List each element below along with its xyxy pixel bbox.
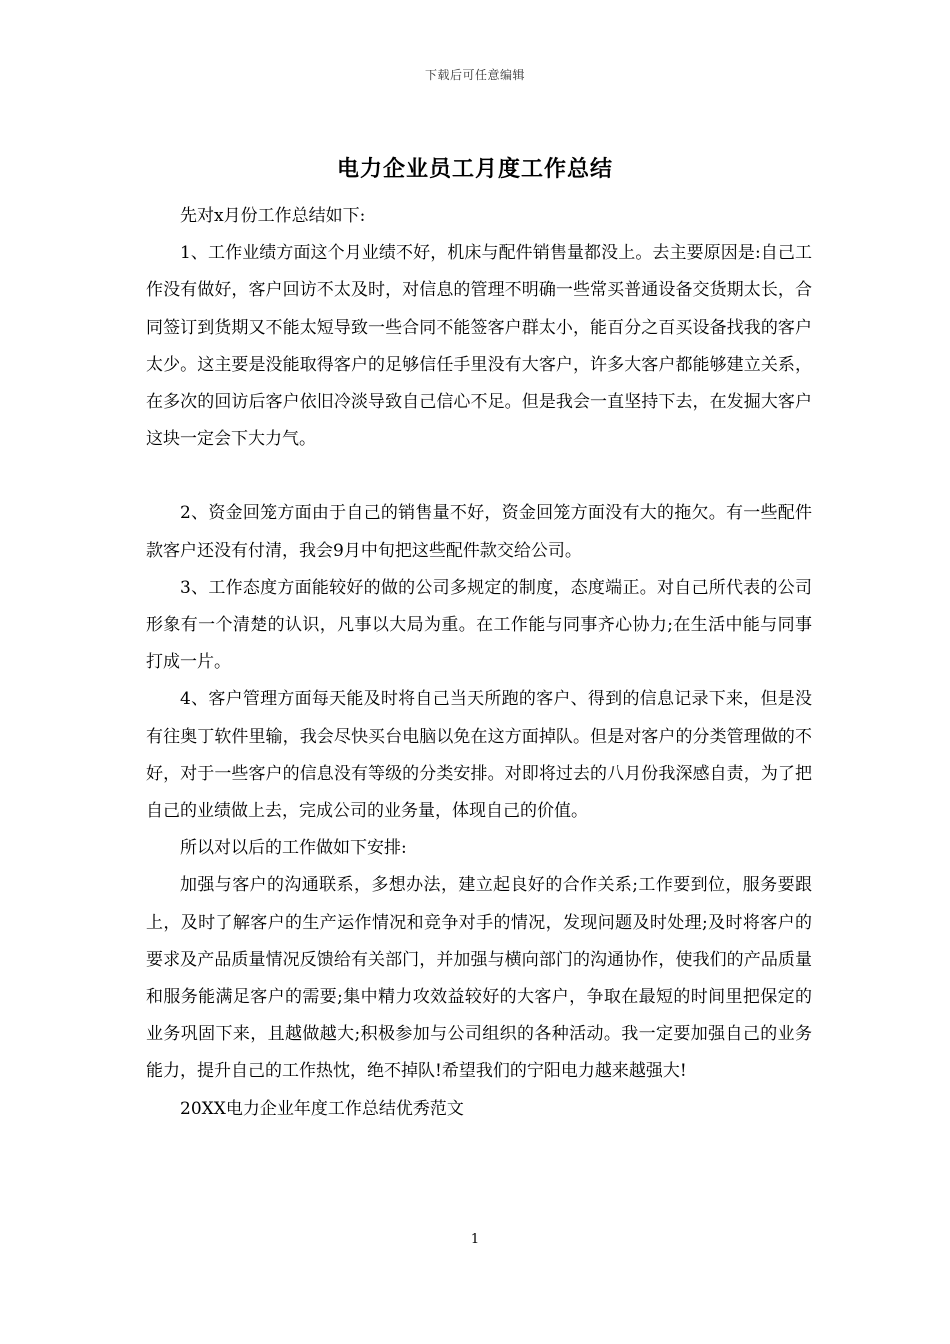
paragraph-intro: 先对x月份工作总结如下:	[180, 206, 366, 226]
paragraph-plan-intro: 所以对以后的工作做如下安排:	[180, 838, 407, 859]
paragraph-3: 3、工作态度方面能较好的做的公司多规定的制度，态度端正。对自己所代表的公司形象有一个清楚的认识，凡事以大局为重。在工作能与同事齐心协力;在生活中能与同事打成一片。	[146, 577, 812, 673]
header-note: 下载后可任意编辑	[424, 68, 525, 82]
page-number: 1	[470, 1232, 480, 1247]
paragraph-4: 4、客户管理方面每天能及时将自己当天所跑的客户、得到的信息记录下来，但是没有往奥丁软件里输，我会尽快买台电脑以免在这方面掉队。但是对客户的分类管理做的不好，对于一些客户的信息没有等级的分类安排。对即将过去的八月份我深感自责，为了把自己的业绩做上去，完成公司的业务量，体现自己的价值。	[146, 689, 812, 822]
paragraph-1: 1、工作业绩方面这个月业绩不好，机床与配件销售量都没上。去主要原因是:自己工作没有做好，客户回访不太及时，对信息的管理不明确一些常买普通设备交货期太长，合同签订到货期又不能太短导致一些合同不能签客户群太小，能百分之百买设备找我的客户太少。这主要是没能取得客户的足够信任手里没有大客户，许多大客户都能够建立关系，在多次的回访后客户依旧冷淡导致自己信心不足。但是我会一直坚持下去，在发掘大客户这块一定会下大力气。	[146, 243, 812, 450]
document-body	[146, 198, 812, 1128]
paragraph-closing: 20XX电力企业年度工作总结优秀范文	[180, 1098, 464, 1119]
paragraph-plan: 加强与客户的沟通联系，多想办法，建立起良好的合作关系;工作要到位，服务要跟上，及时了解客户的生产运作情况和竞争对手的情况，发现问题及时处理;及时将客户的要求及产品质量情况反馈给有关部门，并加强与横向部门的沟通协作，使我们的产品质量和服务能满足客户的需要;集中精力攻效益较好的大客户，争取在最短的时间里把保定的业务巩固下来，且越做越大;积极参加与公司组织的各种活动。我一定要加强自己的业务能力，提升自己的工作热忱，绝不掉队!希望我们的宁阳电力越来越强大!	[146, 875, 812, 1082]
paragraph-2: 2、资金回笼方面由于自己的销售量不好，资金回笼方面没有大的拖欠。有一些配件款客户还没有付清，我会9月中旬把这些配件款交给公司。	[146, 503, 812, 561]
document-title: 电力企业员工月度工作总结	[336, 156, 613, 182]
